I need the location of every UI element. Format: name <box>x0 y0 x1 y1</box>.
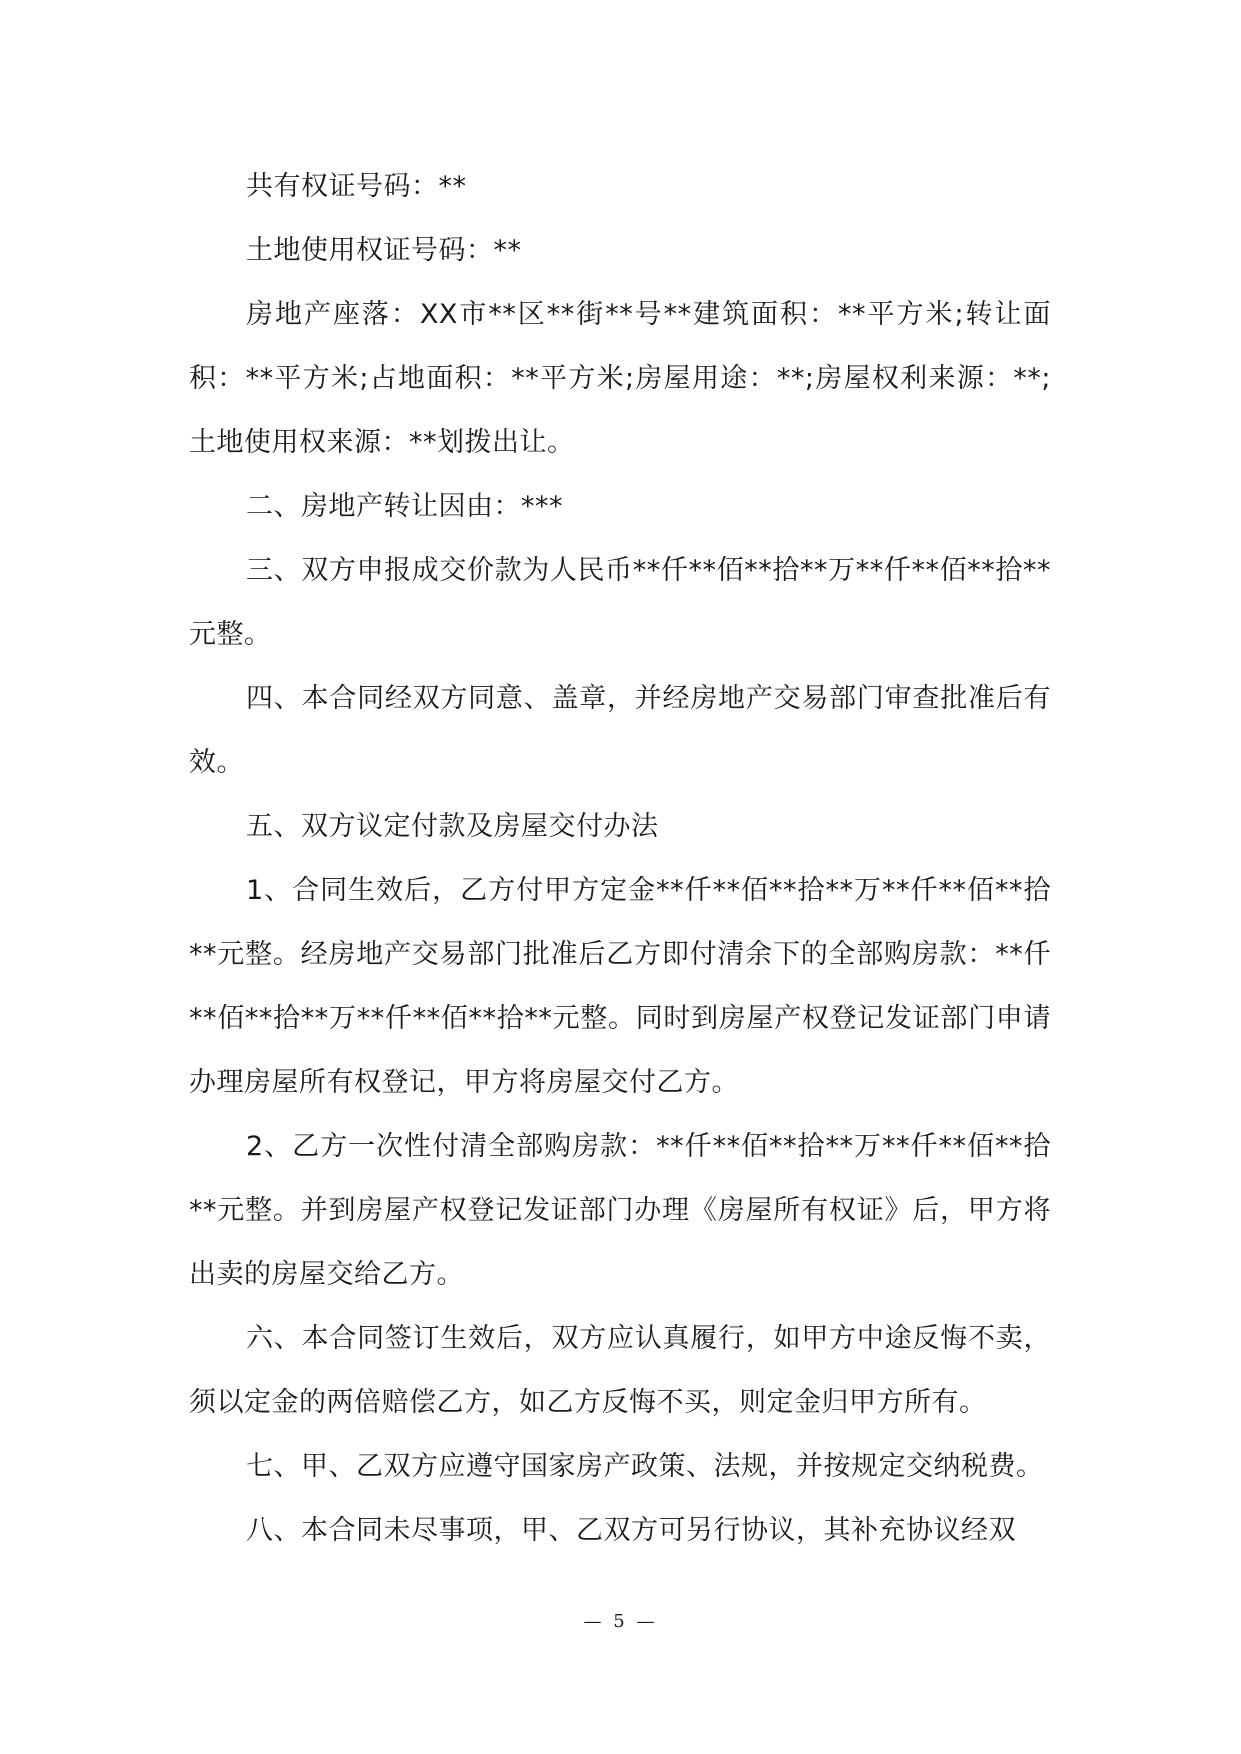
paragraph-co-ownership-cert: 共有权证号码：** <box>246 171 467 202</box>
paragraph-transfer-reason: 二、房地产转让因由：*** <box>246 491 563 522</box>
paragraph-breach-terms: 六、本合同签订生效后，双方应认真履行，如甲方中途反悔不卖，须以定金的两倍赔偿乙方，如乙方反悔不买，则定金归甲方所有。 <box>189 1323 1051 1418</box>
document-body <box>189 155 1051 1563</box>
paragraph-payment-heading: 五、双方议定付款及房屋交付办法 <box>246 811 659 842</box>
paragraph-contract-validity: 四、本合同经双方同意、盖章，并经房地产交易部门审查批准后有效。 <box>189 683 1051 778</box>
paragraph-tax-compliance: 七、甲、乙双方应遵守国家房产政策、法规，并按规定交纳税费。 <box>246 1451 1044 1482</box>
paragraph-supplementary-agreement: 八、本合同未尽事项，甲、乙双方可另行协议，其补充协议经双 <box>246 1515 1016 1546</box>
paragraph-payment-option-1: 1、合同生效后，乙方付甲方定金**仟**佰**拾**万**仟**佰**拾**元整。经房地产交易部门批准后乙方即付清余下的全部购房款：**仟**佰**拾**万**仟**佰**拾**元整。同时到房屋产权登记发证部门申请办理房屋所有权登记，甲方将房屋交付乙方。 <box>189 875 1051 1098</box>
paragraph-property-location: 房地产座落：XX市**区**街**号**建筑面积：**平方米;转让面积：**平方米;占地面积：**平方米;房屋用途：**;房屋权利来源：**;土地使用权来源：**划拨出让。 <box>189 299 1051 458</box>
paragraph-land-use-cert: 土地使用权证号码：** <box>246 235 522 266</box>
paragraph-declared-price: 三、双方申报成交价款为人民币**仟**佰**拾**万**仟**佰**拾**元整。 <box>189 555 1051 650</box>
paragraph-payment-option-2: 2、乙方一次性付清全部购房款：**仟**佰**拾**万**仟**佰**拾**元整。并到房屋产权登记发证部门办理《房屋所有权证》后，甲方将出卖的房屋交给乙方。 <box>189 1131 1051 1290</box>
page-number: — 5 — <box>583 1611 658 1632</box>
